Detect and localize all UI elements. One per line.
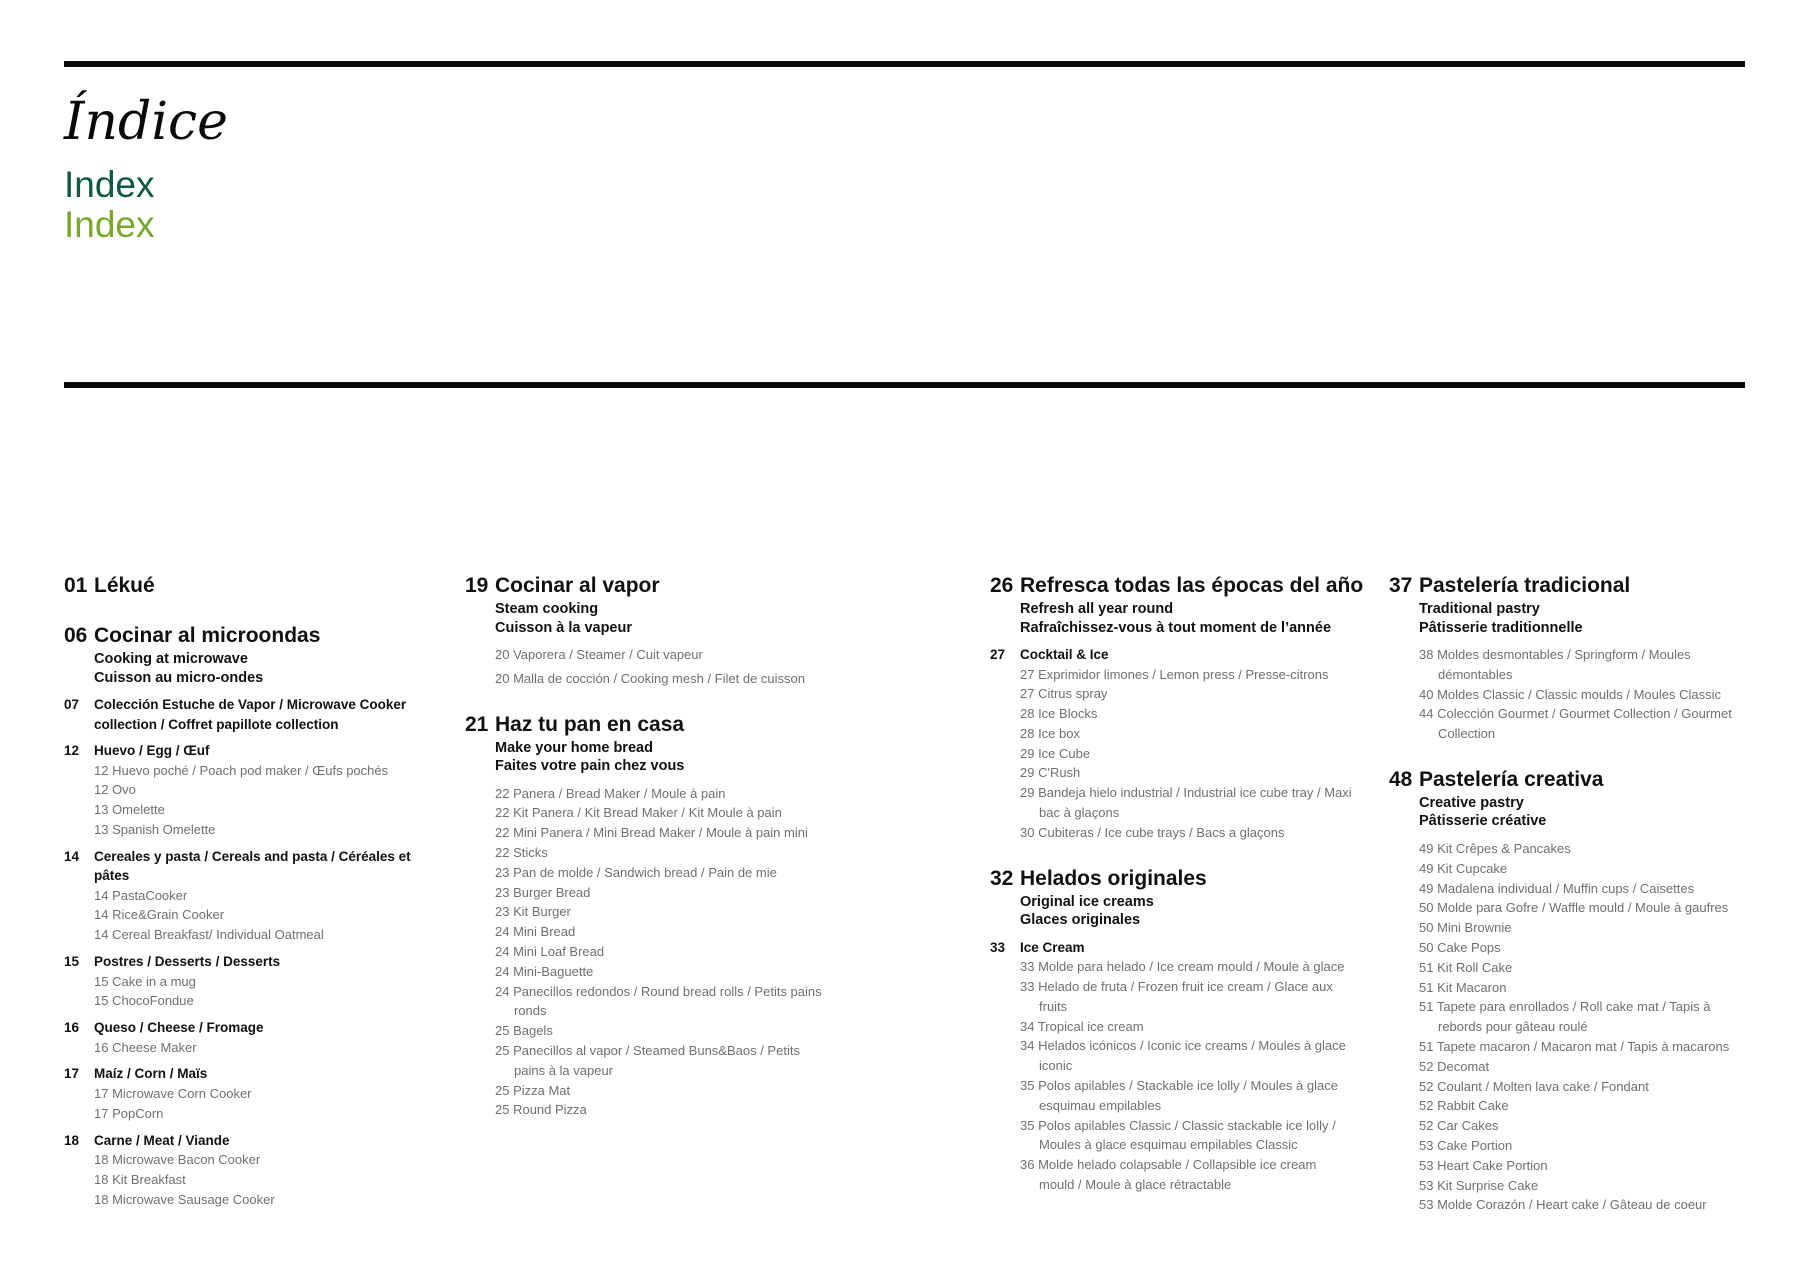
section-page-number: 48 <box>1389 767 1413 791</box>
index-entry: 51 Kit Macaron <box>1419 979 1507 995</box>
index-entry: 25 Panecillos al vapor / Steamed Buns&Baos / Petits pains à la vapeur <box>495 1042 800 1078</box>
section-title: Haz tu pan en casa <box>495 712 685 736</box>
section-title: Cocinar al vapor <box>495 574 660 597</box>
index-entry: 53 Molde Corazón / Heart cake / Gâteau de coeur <box>1419 1197 1707 1213</box>
index-entry: 15 Cake in a mug <box>94 973 196 989</box>
index-entry: 20 Malla de cocción / Cooking mesh / Filet de cuisson <box>495 670 805 686</box>
section-page-number: 32 <box>990 866 1014 890</box>
index-entry: 24 Mini-Baguette <box>495 963 594 979</box>
section-heading <box>465 711 830 739</box>
section-subtitle: Creative pastry <box>1419 794 1524 811</box>
index-entry: 52 Coulant / Molten lava cake / Fondant <box>1419 1078 1649 1094</box>
section-subtitles <box>990 893 1355 930</box>
index-entry: 28 Ice box <box>1020 725 1080 741</box>
section-subtitle: Cuisson à la vapeur <box>495 619 632 636</box>
index-entry: 49 Kit Cupcake <box>1419 860 1508 876</box>
index-entry: 14 Cereal Breakfast/ Individual Oatmeal <box>94 927 324 943</box>
group-heading <box>64 1018 414 1038</box>
index-column-4 <box>1389 572 1749 1237</box>
index-entry: 29 C'Rush <box>1020 765 1081 781</box>
index-group <box>64 1131 414 1210</box>
index-group <box>64 847 414 945</box>
index-entry: 33 Molde para helado / Ice cream mould / Moule à glace <box>1020 959 1345 975</box>
index-entry: 15 ChocoFondue <box>94 993 194 1009</box>
page-title: Índice <box>64 92 228 152</box>
index-entry: 25 Bagels <box>495 1023 553 1039</box>
section-heading <box>1389 766 1749 794</box>
index-entry: 52 Decomat <box>1419 1058 1490 1074</box>
index-entry: 51 Tapete para enrollados / Roll cake mat / Tapis à rebords pour gâteau roulé <box>1419 999 1711 1035</box>
index-column-3 <box>990 572 1364 1217</box>
index-section <box>1389 766 1749 1215</box>
index-entry: 18 Microwave Bacon Cooker <box>94 1152 261 1168</box>
index-entry: 35 Polos apilables / Stackable ice lolly / Moules à glace esquimau empilables <box>1020 1077 1338 1113</box>
index-column-1 <box>64 572 414 1231</box>
index-entry: 50 Molde para Gofre / Waffle mould / Moule à gaufres <box>1419 900 1729 916</box>
index-entry: 40 Moldes Classic / Classic moulds / Moules Classic <box>1419 686 1721 702</box>
index-entry: 22 Kit Panera / Kit Bread Maker / Kit Moule à pain <box>495 805 782 821</box>
group-label: Ice Cream <box>1020 939 1085 955</box>
index-section <box>990 572 1364 843</box>
group-page-number: 12 <box>64 743 80 758</box>
index-entry: 14 PastaCooker <box>94 887 188 903</box>
index-entry: 33 Helado de fruta / Frozen fruit ice cream / Glace aux fruits <box>1020 978 1333 1014</box>
group-label: Cocktail & Ice <box>1020 647 1109 662</box>
section-subtitles <box>465 739 830 776</box>
index-entry: 17 Microwave Corn Cooker <box>94 1085 252 1101</box>
index-entry: 38 Moldes desmontables / Springform / Moules démontables <box>1419 647 1691 682</box>
section-heading <box>64 572 414 600</box>
group-items <box>64 1038 414 1058</box>
section-page-number: 06 <box>64 624 88 647</box>
section-heading <box>1389 572 1749 600</box>
index-entry: 34 Helados icónicos / Iconic ice creams / Moules à glace iconic <box>1020 1038 1346 1074</box>
index-entry: 23 Pan de molde / Sandwich bread / Pain de mie <box>495 864 777 880</box>
section-subtitle: Cuisson au micro-ondes <box>94 669 264 686</box>
section-subtitle: Refresh all year round <box>1020 601 1174 617</box>
index-entry: 23 Burger Bread <box>495 884 591 900</box>
group-page-number: 18 <box>64 1132 80 1148</box>
index-entry: 24 Mini Loaf Bread <box>495 943 605 959</box>
section-heading <box>465 572 830 600</box>
section-page-number: 01 <box>64 574 88 597</box>
index-group <box>64 952 414 1011</box>
index-entry: 13 Omelette <box>94 802 165 818</box>
group-label: Maíz / Corn / Maïs <box>94 1066 208 1082</box>
section-page-number: 26 <box>990 574 1014 597</box>
index-entry: 24 Panecillos redondos / Round bread rolls / Petits pains ronds <box>495 983 822 1019</box>
section-subtitles <box>1389 600 1749 637</box>
group-page-number: 16 <box>64 1020 80 1036</box>
index-entry: 13 Spanish Omelette <box>94 821 216 837</box>
index-entry: 12 Ovo <box>94 782 136 798</box>
section-subtitles <box>64 650 414 687</box>
section-subtitle: Cooking at microwave <box>94 651 248 667</box>
section-title: Pastelería creativa <box>1419 767 1604 791</box>
index-entry: 22 Mini Panera / Mini Bread Maker / Moule à pain mini <box>495 825 808 841</box>
section-subtitle: Faites votre pain chez vous <box>495 758 685 775</box>
index-entry: 14 Rice&Grain Cooker <box>94 907 225 923</box>
section-subtitle: Make your home bread <box>495 739 653 756</box>
index-entry: 12 Huevo poché / Poach pod maker / Œufs pochés <box>94 762 389 778</box>
section-items <box>1389 839 1749 1215</box>
section-subtitle: Traditional pastry <box>1419 601 1540 617</box>
page-subtitle-fr: Index <box>64 204 155 245</box>
index-entry: 17 PopCorn <box>94 1105 164 1121</box>
group-page-number: 27 <box>990 647 1006 662</box>
index-section <box>465 711 830 1121</box>
group-items <box>990 665 1355 843</box>
index-entry: 22 Sticks <box>495 844 548 860</box>
group-items <box>64 972 414 1012</box>
group-label: Carne / Meat / Viande <box>94 1132 230 1148</box>
section-subtitle: Pâtisserie traditionnelle <box>1419 619 1583 636</box>
section-title: Cocinar al microondas <box>94 624 321 647</box>
group-page-number: 07 <box>64 697 80 712</box>
index-group <box>990 645 1355 843</box>
group-label: Huevo / Egg / Œuf <box>94 743 210 758</box>
index-entry: 16 Cheese Maker <box>94 1039 197 1055</box>
index-group <box>990 938 1355 1195</box>
index-entry: 23 Kit Burger <box>495 904 571 920</box>
index-section <box>465 572 830 689</box>
group-heading <box>64 1131 414 1151</box>
index-entry: 25 Round Pizza <box>495 1102 587 1118</box>
index-entry: 29 Bandeja hielo industrial / Industrial ice cube tray / Maxi bac à glaçons <box>1020 785 1352 821</box>
section-title: Lékué <box>94 574 155 597</box>
section-page-number: 21 <box>465 712 489 736</box>
index-entry: 36 Molde helado colapsable / Collapsible ice cream mould / Moule à glace rétractable <box>1020 1157 1317 1192</box>
section-subtitle: Steam cooking <box>495 601 599 617</box>
section-title: Helados originales <box>1020 866 1207 890</box>
index-entry: 24 Mini Bread <box>495 924 576 940</box>
section-subtitles <box>990 600 1355 637</box>
group-page-number: 17 <box>64 1066 80 1082</box>
index-entry: 51 Kit Roll Cake <box>1419 959 1513 975</box>
index-group <box>64 695 414 734</box>
section-title: Pastelería tradicional <box>1419 574 1631 597</box>
index-entry: 22 Panera / Bread Maker / Moule à pain <box>495 785 726 801</box>
index-entry: 27 Citrus spray <box>1020 686 1108 702</box>
group-heading <box>64 1064 414 1084</box>
group-items <box>990 957 1355 1195</box>
page-subtitle-en: Index <box>64 164 155 205</box>
index-entry: 35 Polos apilables Classic / Classic stackable ice lolly / Moules à glace esquimau empilables Classic <box>1020 1117 1336 1153</box>
section-subtitle: Original ice creams <box>1020 893 1154 910</box>
section-items <box>465 784 830 1121</box>
top-divider <box>64 61 1745 67</box>
section-items <box>1389 645 1749 744</box>
group-items <box>64 1084 414 1124</box>
index-entry: 52 Rabbit Cake <box>1419 1098 1509 1114</box>
section-page-number: 37 <box>1389 574 1413 597</box>
index-entry: 52 Car Cakes <box>1419 1118 1499 1134</box>
group-heading <box>64 847 414 886</box>
index-entry: 27 Exprimidor limones / Lemon press / Presse-citrons <box>1020 666 1329 682</box>
index-section <box>64 572 414 600</box>
index-column-2 <box>465 572 830 1142</box>
index-entry: 53 Heart Cake Portion <box>1419 1157 1548 1173</box>
index-entry: 53 Cake Portion <box>1419 1137 1513 1153</box>
index-entry: 53 Kit Surprise Cake <box>1419 1177 1539 1193</box>
section-items <box>465 645 830 689</box>
index-group <box>64 741 414 840</box>
group-heading <box>64 952 414 972</box>
group-items <box>64 1150 414 1209</box>
index-entry: 29 Ice Cube <box>1020 745 1091 761</box>
index-entry: 30 Cubiteras / Ice cube trays / Bacs a glaçons <box>1020 824 1285 840</box>
section-heading <box>64 622 414 650</box>
index-section <box>990 865 1355 1195</box>
index-entry: 49 Madalena individual / Muffin cups / Caisettes <box>1419 880 1695 896</box>
section-title: Refresca todas las épocas del año <box>1020 574 1364 597</box>
section-subtitle: Rafraîchissez-vous à tout moment de l’année <box>1020 619 1332 636</box>
group-label: Queso / Cheese / Fromage <box>94 1020 264 1036</box>
section-subtitle: Glaces originales <box>1020 912 1141 929</box>
group-heading <box>64 741 414 761</box>
header-divider <box>64 382 1745 388</box>
section-page-number: 19 <box>465 574 489 597</box>
section-heading <box>990 865 1355 893</box>
index-entry: 50 Mini Brownie <box>1419 920 1512 936</box>
index-entry: 20 Vaporera / Steamer / Cuit vapeur <box>495 647 703 662</box>
section-subtitles <box>1389 794 1749 831</box>
index-section <box>1389 572 1749 744</box>
section-subtitle: Pâtisserie créative <box>1419 813 1547 830</box>
section-heading <box>990 572 1364 600</box>
group-heading <box>990 645 1355 665</box>
index-entry: 49 Kit Crêpes & Pancakes <box>1419 840 1571 856</box>
section-subtitles <box>465 600 830 637</box>
index-entry: 25 Pizza Mat <box>495 1082 571 1098</box>
group-label: Postres / Desserts / Desserts <box>94 954 281 970</box>
index-section <box>64 622 414 1209</box>
group-heading <box>64 695 414 734</box>
group-page-number: 33 <box>990 939 1006 955</box>
index-entry: 34 Tropical ice cream <box>1020 1018 1144 1034</box>
index-group <box>64 1064 414 1123</box>
group-items <box>64 761 414 840</box>
group-heading <box>990 938 1355 958</box>
group-label: Cereales y pasta / Cereals and pasta / Céréales et pâtes <box>94 848 411 884</box>
group-items <box>64 886 414 945</box>
index-entry: 28 Ice Blocks <box>1020 706 1098 722</box>
group-page-number: 14 <box>64 848 80 864</box>
index-group <box>64 1018 414 1057</box>
index-entry: 44 Colección Gourmet / Gourmet Collection / Gourmet Collection <box>1419 706 1732 742</box>
group-page-number: 15 <box>64 954 80 970</box>
index-entry: 50 Cake Pops <box>1419 939 1501 955</box>
index-entry: 18 Kit Breakfast <box>94 1171 186 1187</box>
group-label: Colección Estuche de Vapor / Microwave Cooker collection / Coffret papillote collection <box>94 697 407 732</box>
index-entry: 18 Microwave Sausage Cooker <box>94 1191 275 1207</box>
index-entry: 51 Tapete macaron / Macaron mat / Tapis à macarons <box>1419 1038 1730 1054</box>
